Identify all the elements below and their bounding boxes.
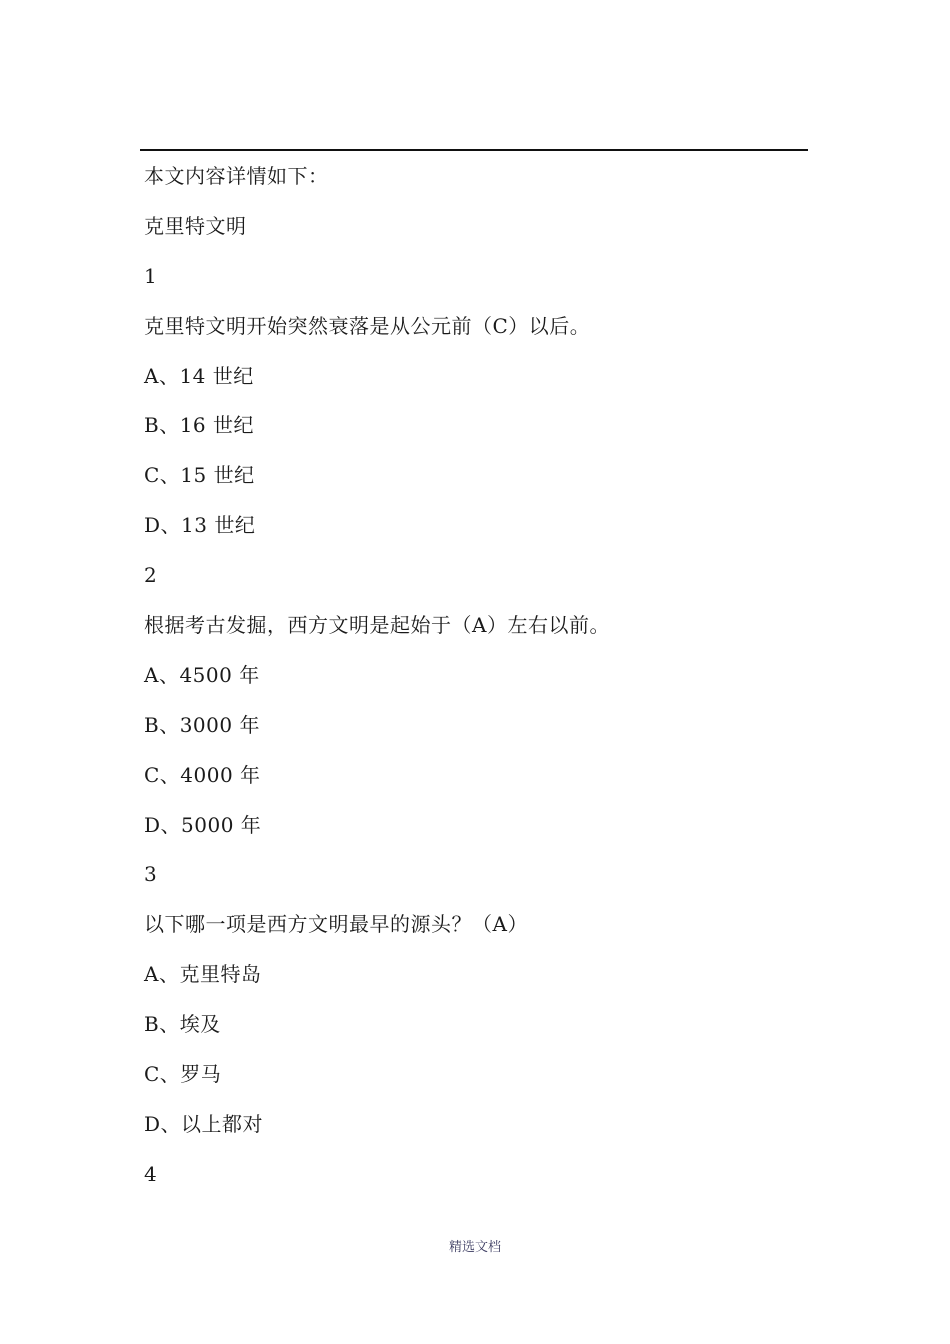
option-a: A、14 世纪 xyxy=(144,363,254,388)
question-number: 1 xyxy=(144,263,158,288)
option-b: B、埃及 xyxy=(144,1012,221,1037)
header-rule xyxy=(140,149,808,151)
document-body xyxy=(144,152,804,1200)
option-d: D、5000 年 xyxy=(144,812,262,837)
intro-line: 本文内容详情如下： xyxy=(144,164,329,188)
question-text: 以下哪一项是西方文明最早的源头？（A） xyxy=(144,912,528,937)
option-a: A、4500 年 xyxy=(144,662,260,687)
question-number: 3 xyxy=(144,862,158,887)
option-c: C、15 世纪 xyxy=(144,463,255,488)
option-d: D、以上都对 xyxy=(144,1111,264,1136)
page-footer: 精选文档 xyxy=(448,1240,501,1255)
question-text: 克里特文明开始突然衰落是从公元前（C）以后。 xyxy=(144,313,591,338)
option-d: D、13 世纪 xyxy=(144,513,256,538)
option-c: C、4000 年 xyxy=(144,762,261,787)
question-number: 2 xyxy=(144,563,158,588)
option-b: B、16 世纪 xyxy=(144,413,255,438)
option-b: B、3000 年 xyxy=(144,712,260,737)
option-c: C、罗马 xyxy=(144,1062,222,1087)
section-title: 克里特文明 xyxy=(144,213,247,238)
option-a: A、克里特岛 xyxy=(144,962,262,987)
question-text: 根据考古发掘，西方文明是起始于（A）左右以前。 xyxy=(144,613,610,638)
question-number: 4 xyxy=(144,1161,158,1186)
